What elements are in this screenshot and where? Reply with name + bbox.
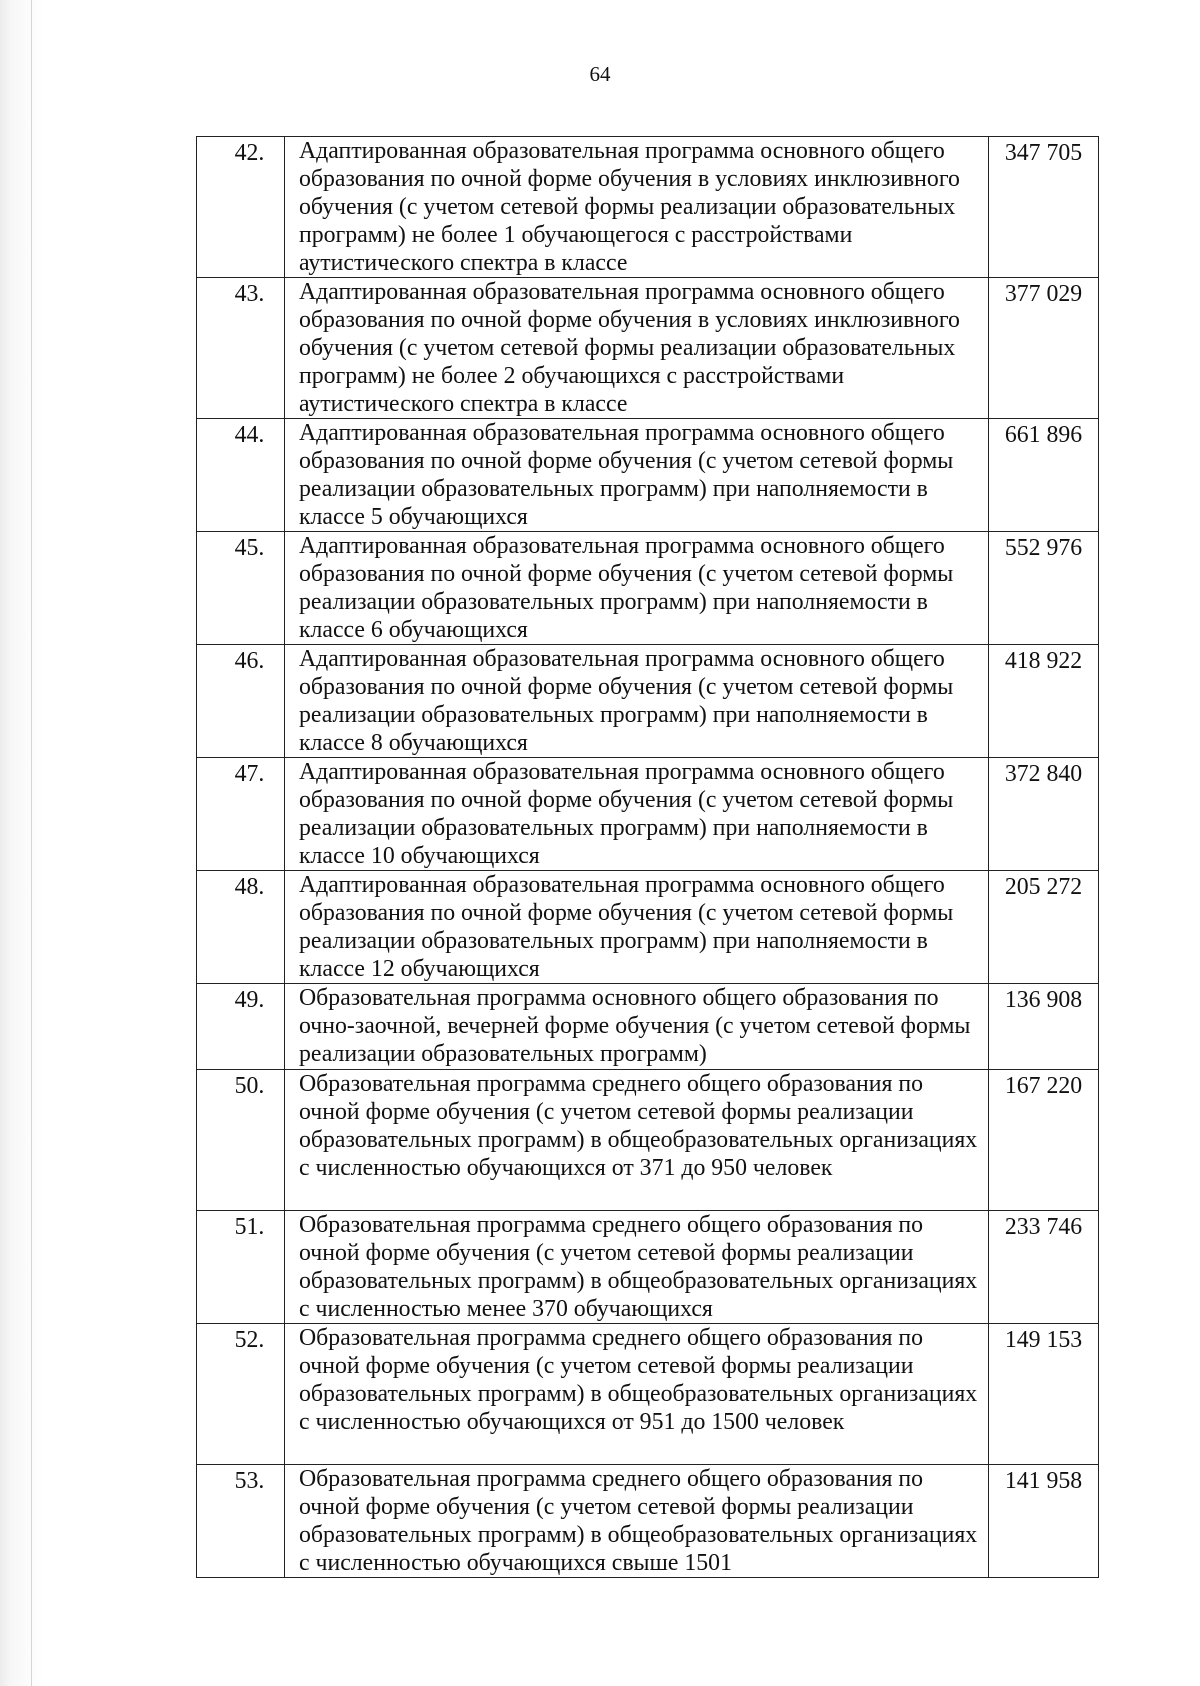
cost-value: 205 272 xyxy=(989,871,1099,984)
table-row xyxy=(197,1324,1099,1465)
table-row xyxy=(197,1070,1099,1211)
cost-value: 141 958 xyxy=(989,1465,1099,1578)
table-row xyxy=(197,645,1099,758)
row-number: 45. xyxy=(197,532,285,645)
row-number: 52. xyxy=(197,1324,285,1465)
table-row xyxy=(197,871,1099,984)
program-description: Адаптированная образовательная программа основного общего образования по очной форме обучения (с учетом сетевой формы реализации образовательных программ) при наполняемости в классе 5 обучающихся xyxy=(285,419,989,532)
program-description: Адаптированная образовательная программа основного общего образования по очной форме обучения (с учетом сетевой формы реализации образовательных программ) при наполняемости в классе 12 обучающихся xyxy=(285,871,989,984)
table-row xyxy=(197,137,1099,278)
table-row xyxy=(197,419,1099,532)
program-description: Адаптированная образовательная программа основного общего образования по очной форме обучения (с учетом сетевой формы реализации образовательных программ) при наполняемости в классе 8 обучающихся xyxy=(285,645,989,758)
program-description: Адаптированная образовательная программа основного общего образования по очной форме обучения (с учетом сетевой формы реализации образовательных программ) при наполняемости в классе 10 обучающихся xyxy=(285,758,989,871)
row-number: 47. xyxy=(197,758,285,871)
row-number: 51. xyxy=(197,1211,285,1324)
table-row xyxy=(197,532,1099,645)
cost-value: 347 705 xyxy=(989,137,1099,278)
cost-table xyxy=(196,136,1099,1578)
table-row xyxy=(197,984,1099,1070)
program-description: Адаптированная образовательная программа основного общего образования по очной форме обучения в условиях инклюзивного обучения (с учетом сетевой формы реализации образовательных программ) не более 2 обучающихся с расстройствами аутистического спектра в классе xyxy=(285,278,989,419)
table-row xyxy=(197,278,1099,419)
cost-value: 661 896 xyxy=(989,419,1099,532)
page-number: 64 xyxy=(589,62,611,86)
program-description: Адаптированная образовательная программа основного общего образования по очной форме обучения в условиях инклюзивного обучения (с учетом сетевой формы реализации образовательных программ) не более 1 обучающегося с расстройствами аутистического спектра в классе xyxy=(285,137,989,278)
table-row xyxy=(197,1465,1099,1578)
cost-value: 167 220 xyxy=(989,1070,1099,1211)
cost-value: 372 840 xyxy=(989,758,1099,871)
row-number: 50. xyxy=(197,1070,285,1211)
program-description: Образовательная программа основного общего образования по очно-заочной, вечерней форме обучения (с учетом сетевой формы реализации образовательных программ) xyxy=(285,984,989,1070)
table-row xyxy=(197,1211,1099,1324)
program-description: Адаптированная образовательная программа основного общего образования по очной форме обучения (с учетом сетевой формы реализации образовательных программ) при наполняемости в классе 6 обучающихся xyxy=(285,532,989,645)
program-description: Образовательная программа среднего общего образования по очной форме обучения (с учетом сетевой формы реализации образовательных программ) в общеобразовательных организациях с численностью обучающихся от 951 до 1500 человек xyxy=(285,1324,989,1465)
scan-edge xyxy=(0,0,44,1686)
cost-value: 377 029 xyxy=(989,278,1099,419)
scan-edge-line xyxy=(31,0,32,1686)
row-number: 44. xyxy=(197,419,285,532)
program-description: Образовательная программа среднего общего образования по очной форме обучения (с учетом сетевой формы реализации образовательных программ) в общеобразовательных организациях с численностью обучающихся свыше 1501 xyxy=(285,1465,989,1578)
cost-value: 418 922 xyxy=(989,645,1099,758)
row-number: 48. xyxy=(197,871,285,984)
row-number: 53. xyxy=(197,1465,285,1578)
row-number: 43. xyxy=(197,278,285,419)
cost-value: 552 976 xyxy=(989,532,1099,645)
row-number: 49. xyxy=(197,984,285,1070)
program-description: Образовательная программа среднего общего образования по очной форме обучения (с учетом сетевой формы реализации образовательных программ) в общеобразовательных организациях с численностью менее 370 обучающихся xyxy=(285,1211,989,1324)
row-number: 46. xyxy=(197,645,285,758)
row-number: 42. xyxy=(197,137,285,278)
cost-value: 136 908 xyxy=(989,984,1099,1070)
cost-value: 149 153 xyxy=(989,1324,1099,1465)
table-row xyxy=(197,758,1099,871)
cost-value: 233 746 xyxy=(989,1211,1099,1324)
program-description: Образовательная программа среднего общего образования по очной форме обучения (с учетом сетевой формы реализации образовательных программ) в общеобразовательных организациях с численностью обучающихся от 371 до 950 человек xyxy=(285,1070,989,1211)
